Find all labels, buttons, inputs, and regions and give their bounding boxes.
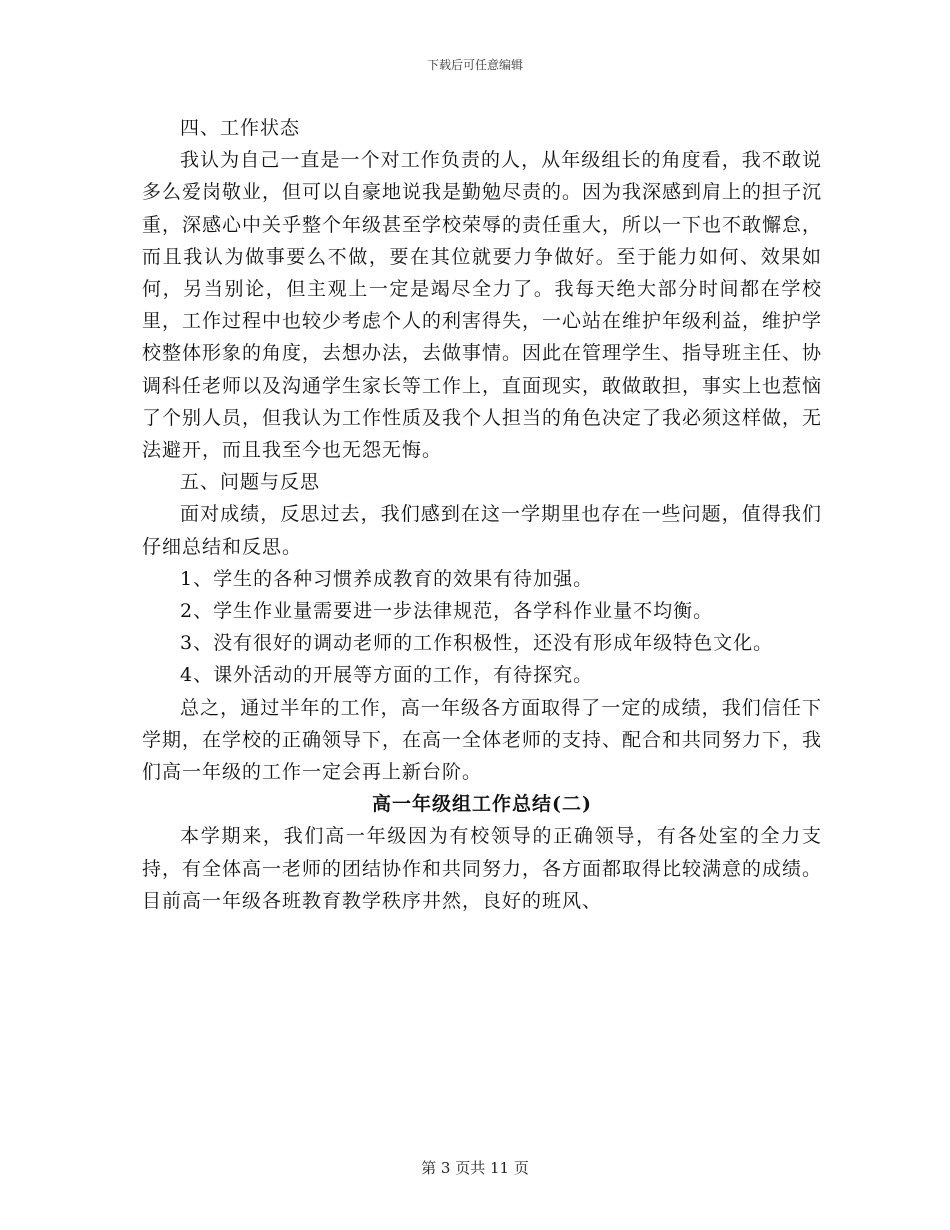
section5-heading: 五、问题与反思 bbox=[180, 471, 321, 494]
part2-paragraph: 本学期来，我们高一年级因为有校领导的正确领导，有各处室的全力支持，有全体高一老师的团结协作和共同努力，各方面都取得比较满意的成绩。目前高一年级各班教育教学秩序井然，良好的班风、 bbox=[142, 825, 823, 912]
header-note: 下载后可任意编辑 bbox=[426, 58, 523, 72]
issue-item-3: 3、没有很好的调动老师的工作积极性，还没有形成年级特色文化。 bbox=[180, 632, 774, 655]
conclusion-paragraph: 总之，通过半年的工作，高一年级各方面取得了一定的成绩，我们信任下学期，在学校的正确领导下，在高一全体老师的支持、配合和共同努力下，我们高一年级的工作一定会再上新台阶。 bbox=[142, 696, 823, 784]
page-number: 第 3 页共 11 页 bbox=[421, 1159, 529, 1177]
section-title-2: 高一年级组工作总结(二) bbox=[372, 793, 592, 816]
section4-paragraph: 我认为自己一直是一个对工作负责的人，从年级组长的角度看，我不敢说多么爱岗敬业，但可以自豪地说我是勤勉尽责的。因为我深感到肩上的担子沉重，深感心中关乎整个年级甚至学校荣辱的责任重大，所以一下也不敢懈怠，而且我认为做事要么不做，要在其位就要力争做好。至于能力如何、效果如何，另当别论，但主观上一定是竭尽全力了。我每天绝大部分时间都在学校里，工作过程中也较少考虑个人的利害得失，一心站在维护年级利益，维护学校整体形象的角度，去想办法，去做事情。因此在管理学生、指导班主任、协调科任老师以及沟通学生家长等工作上，直面现实，敢做敢担，事实上也惹恼了个别人员，但我认为工作性质及我个人担当的角色决定了我必须这样做，无法避开，而且我至今也无怨无悔。 bbox=[142, 149, 823, 462]
section5-paragraph: 面对成绩，反思过去，我们感到在这一学期里也存在一些问题，值得我们仔细总结和反思。 bbox=[142, 503, 822, 558]
document-body bbox=[142, 112, 822, 917]
issue-item-1: 1、学生的各种习惯养成教育的效果有待加强。 bbox=[180, 567, 594, 590]
section4-heading: 四、工作状态 bbox=[180, 117, 301, 139]
issue-item-2: 2、学生作业量需要进一步法律规范，各学科作业量不均衡。 bbox=[180, 600, 714, 623]
issue-item-4: 4、课外活动的开展等方面的工作，有待探究。 bbox=[180, 664, 594, 687]
